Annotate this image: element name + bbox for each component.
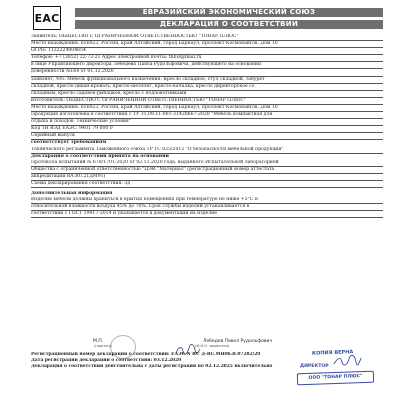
signer-caption: (Ф.И.О. заявителя) xyxy=(195,344,230,348)
copy-certified-stamp: КОПИЯ ВЕРНА xyxy=(311,349,354,357)
additional-info-line-3: соответствии с ГОСТ 19917-2014 и указывается в документации на изделие xyxy=(31,211,383,218)
represented-by-line: в лице Управляющего директора Лебедева Павла Рудольфовича, действующего на основании xyxy=(31,62,383,69)
additional-info-line-1: Изделия мебели должны храниться в крытых помещениях при температуре не ниже +5°С и xyxy=(31,197,383,204)
product-line-2: складной, кресло-диван-кровать, кресло-шезлонг, кресло-качалка, кресло директорское со xyxy=(31,84,383,91)
protocol-line-1: Протокола испытаний № 678/1701-2020 от 02.11.2020 года, выданного Испытательной лабораторией xyxy=(31,160,383,167)
basis-heading: Декларация о соответствии принята на основании xyxy=(31,153,169,159)
additional-info-heading: Дополнительная информация xyxy=(31,191,113,197)
hs-code-line: Код ТН ВЭД ЕАЭС: 9401 79 000 0 xyxy=(31,126,383,133)
seal-label: М.П. xyxy=(93,339,104,344)
manufacturer-line: изготовитель: ОБЩЕСТВО С ОГРАНИЧЕННОЙ ОТВЕТСТВЕННОСТЬЮ "ТОНАР ПЛЮС" xyxy=(31,98,383,105)
spec-line-1: Продукция изготовлена в соответствии с ТУ 31.09.11-001-31428667-2020 "Мебель компактная для xyxy=(31,112,383,119)
signer-name: Лебедев Павел Рудольфович xyxy=(203,339,273,344)
product-line-3: складным, кресло садовое-рыбацкое, кресло с подлокотниками xyxy=(31,91,383,98)
serial-production-line: Серийный выпуск xyxy=(31,133,383,140)
protocol-line-2: Общества с ограниченной ответственностью "ЦЭИ "Материал" (регистрационный номер аттестата xyxy=(31,167,383,174)
validity-line: Декларация о соответствии действительна с даты регистрации по 02.12.2025 включительно xyxy=(31,364,273,369)
eac-logo xyxy=(33,6,61,30)
contacts-line: Телефон: +7 (3852) 22-72-21 Адрес электронной почты: tnbiz@mail.ru xyxy=(31,55,383,62)
protocol-line-3: аккредитации RA.RU.21ДМ91) xyxy=(31,174,383,181)
manufacturer-address-line: Место нахождения: 656023, Россия, край Алтайский, город Барнаул, проспект Космонавтов, Дом 10 xyxy=(31,105,383,112)
registration-block xyxy=(31,352,291,370)
regulation-line: Технического регламента Таможенного союза ТР ТС 025/2012 "О безопасности мебельной продукции" xyxy=(31,147,383,154)
declaration-body xyxy=(31,34,383,218)
requirements-heading: соответствует требованиям xyxy=(31,140,107,146)
spec-line-2: отдыха и походов. Технические условия" xyxy=(31,119,383,126)
signature-caption: (подпись) xyxy=(94,344,113,348)
header-union-title: ЕВРАЗИЙСКИЙ ЭКОНОМИЧЕСКИЙ СОЮЗ xyxy=(75,8,383,17)
additional-info-line-2: относительной влажности воздуха 45% до 70%. Срок службы изделий устанавливается в xyxy=(31,204,383,211)
registration-date-line: Дата регистрации декларации о соответствии: 03.12.2020 xyxy=(31,358,182,363)
scheme-line: Схема декларирования соответствия: 3д xyxy=(31,181,383,188)
header-declaration-title: ДЕКЛАРАЦИЯ О СООТВЕТСТВИИ xyxy=(75,20,383,29)
company-stamp: ООО "ТОНАР ПЛЮС" xyxy=(297,371,374,386)
applicant-line: Заявитель: ОБЩЕСТВО С ОГРАНИЧЕННОЙ ОТВЕТСТВЕННОСТЬЮ "ТОНАР ПЛЮС" xyxy=(31,34,383,41)
eac-logo-text: EAC xyxy=(34,11,60,25)
ogrn-line: ОГРН: 1122224004654 xyxy=(31,48,383,55)
applicant-address-line: Место нахождения: 656023, Россия, край Алтайский, город Барнаул, проспект Космонавтов, Дом 10 xyxy=(31,41,383,48)
director-stamp-label: ДИРЕКТОР xyxy=(300,364,329,369)
power-of-attorney-line: доверенности №164 от 01.12.2020 xyxy=(31,69,383,76)
product-line-1: заявляет, что: Мебель функционального назначения: Кресло складное, стул складной, табурет xyxy=(31,77,383,84)
director-signature xyxy=(332,354,362,368)
registration-number-line: Регистрационный номер декларации о соответствии: ЕАЭС N RU Д-RU.МН06.В.07282/20 xyxy=(31,352,261,357)
